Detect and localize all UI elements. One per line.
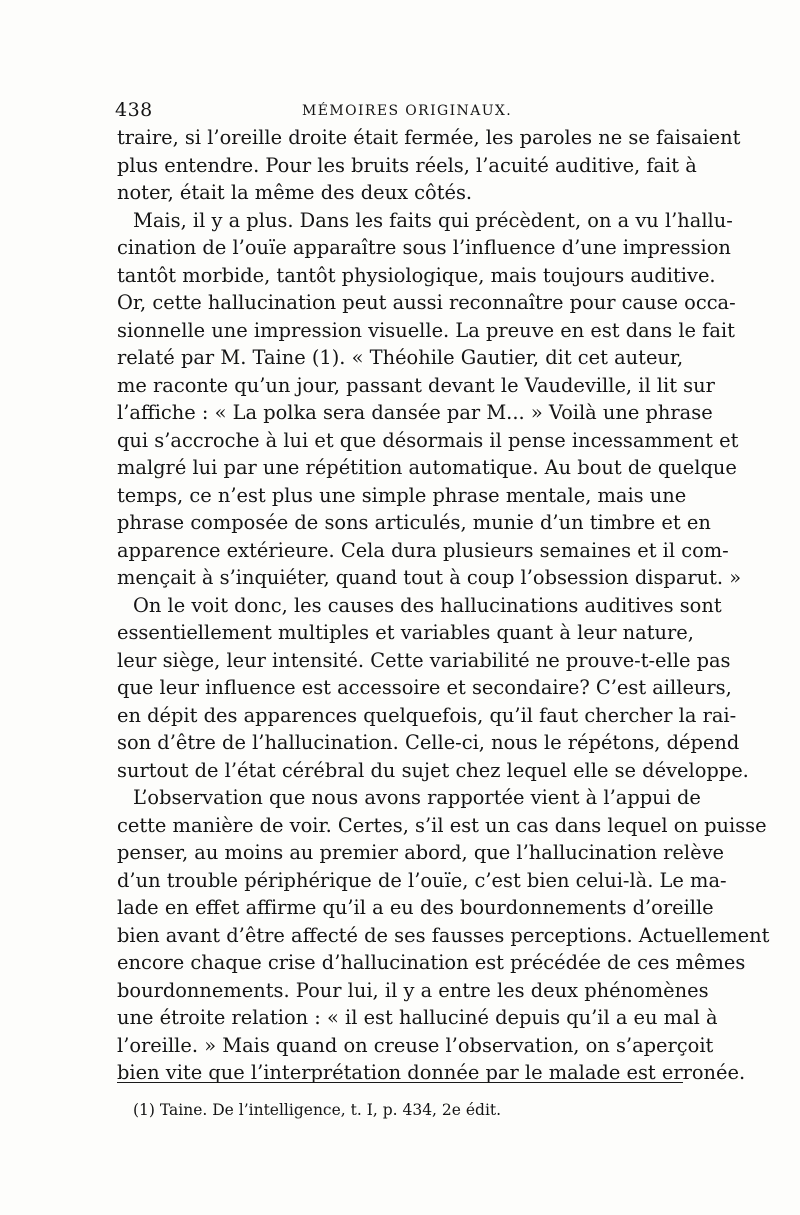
- text-line: l’affiche : « La polka sera dansée par M... » Voilà une phrase: [117, 401, 713, 424]
- text-line: en dépit des apparences quelquefois, qu’il faut chercher la rai-: [117, 703, 737, 727]
- text-line: surtout de l’état cérébral du sujet chez lequel elle se développe.: [117, 758, 749, 782]
- text-line: noter, était la même des deux côtés.: [117, 181, 473, 204]
- text-line: sionnelle une impression visuelle. La preuve en est dans le fait: [117, 318, 735, 342]
- text-line: bien avant d’être affecté de ses fausses perceptions. Actuellement: [117, 923, 770, 947]
- text-line: son d’être de l’hallucination. Celle-ci, nous le répétons, dépend: [117, 731, 740, 754]
- text-line: lade en effet affirme qu’il a eu des bourdonnements d’oreille: [117, 896, 714, 919]
- text-line: cette manière de voir. Certes, s’il est un cas dans lequel on puisse: [117, 813, 767, 837]
- text-line: cination de l’ouïe apparaître sous l’influence d’une impression: [117, 236, 731, 259]
- text-line: temps, ce n’est plus une simple phrase mentale, mais une: [117, 483, 687, 507]
- text-line: Mais, il y a plus. Dans les faits qui précèdent, on a vu l’hallu-: [133, 208, 733, 232]
- text-line: d’un trouble périphérique de l’ouïe, c’est bien celui-là. Le ma-: [117, 868, 727, 892]
- text-line: mençait à s’inquiéter, quand tout à coup l’obsession disparut. »: [117, 566, 742, 589]
- text-line: me raconte qu’un jour, passant devant le Vaudeville, il lit sur: [117, 373, 715, 397]
- text-line: penser, au moins au premier abord, que l’hallucination relève: [117, 841, 724, 864]
- text-line: phrase composée de sons articulés, munie d’un timbre et en: [117, 511, 711, 534]
- text-line: l’oreille. » Mais quand on creuse l’observation, on s’aperçoit: [117, 1033, 714, 1057]
- text-line: essentiellement multiples et variables quant à leur nature,: [117, 621, 694, 644]
- text-line: bourdonnements. Pour lui, il y a entre les deux phénomènes: [117, 978, 709, 1002]
- page-header: [115, 98, 685, 122]
- page-number: 438: [115, 99, 153, 121]
- text-line: malgré lui par une répétition automatique. Au bout de quelque: [117, 456, 737, 479]
- footnote: (1) Taine. De l’intelligence, t. I, p. 434, 2e édit.: [133, 1101, 502, 1119]
- text-line: L’observation que nous avons rapportée vient à l’appui de: [133, 786, 701, 809]
- text-line: tantôt morbide, tantôt physiologique, mais toujours auditive.: [117, 263, 716, 287]
- text-line: traire, si l’oreille droite était fermée, les paroles ne se faisaient: [117, 126, 741, 149]
- text-line: qui s’accroche à lui et que désormais il pense incessamment et: [117, 428, 739, 452]
- body-text: [117, 124, 770, 1087]
- text-line: On le voit donc, les causes des hallucinations auditives sont: [133, 593, 722, 617]
- text-line: bien vite que l’interprétation donnée par le malade est erronée.: [117, 1061, 746, 1084]
- text-line: apparence extérieure. Cela dura plusieurs semaines et il com-: [117, 538, 729, 562]
- footnote-divider: [117, 1082, 683, 1083]
- text-line: encore chaque crise d’hallucination est précédée de ces mêmes: [117, 951, 746, 974]
- text-line: une étroite relation : « il est halluciné depuis qu’il a eu mal à: [117, 1006, 718, 1029]
- text-line: relaté par M. Taine (1). « Théohile Gautier, dit cet auteur,: [117, 346, 684, 369]
- text-line: leur siège, leur intensité. Cette variabilité ne prouve-t-elle pas: [117, 648, 731, 672]
- running-title: MÉMOIRES ORIGINAUX.: [302, 103, 513, 119]
- text-line: plus entendre. Pour les bruits réels, l’acuité auditive, fait à: [117, 153, 697, 177]
- text-line: que leur influence est accessoire et secondaire? C’est ailleurs,: [117, 676, 732, 699]
- text-line: Or, cette hallucination peut aussi reconnaître pour cause occa-: [117, 291, 736, 314]
